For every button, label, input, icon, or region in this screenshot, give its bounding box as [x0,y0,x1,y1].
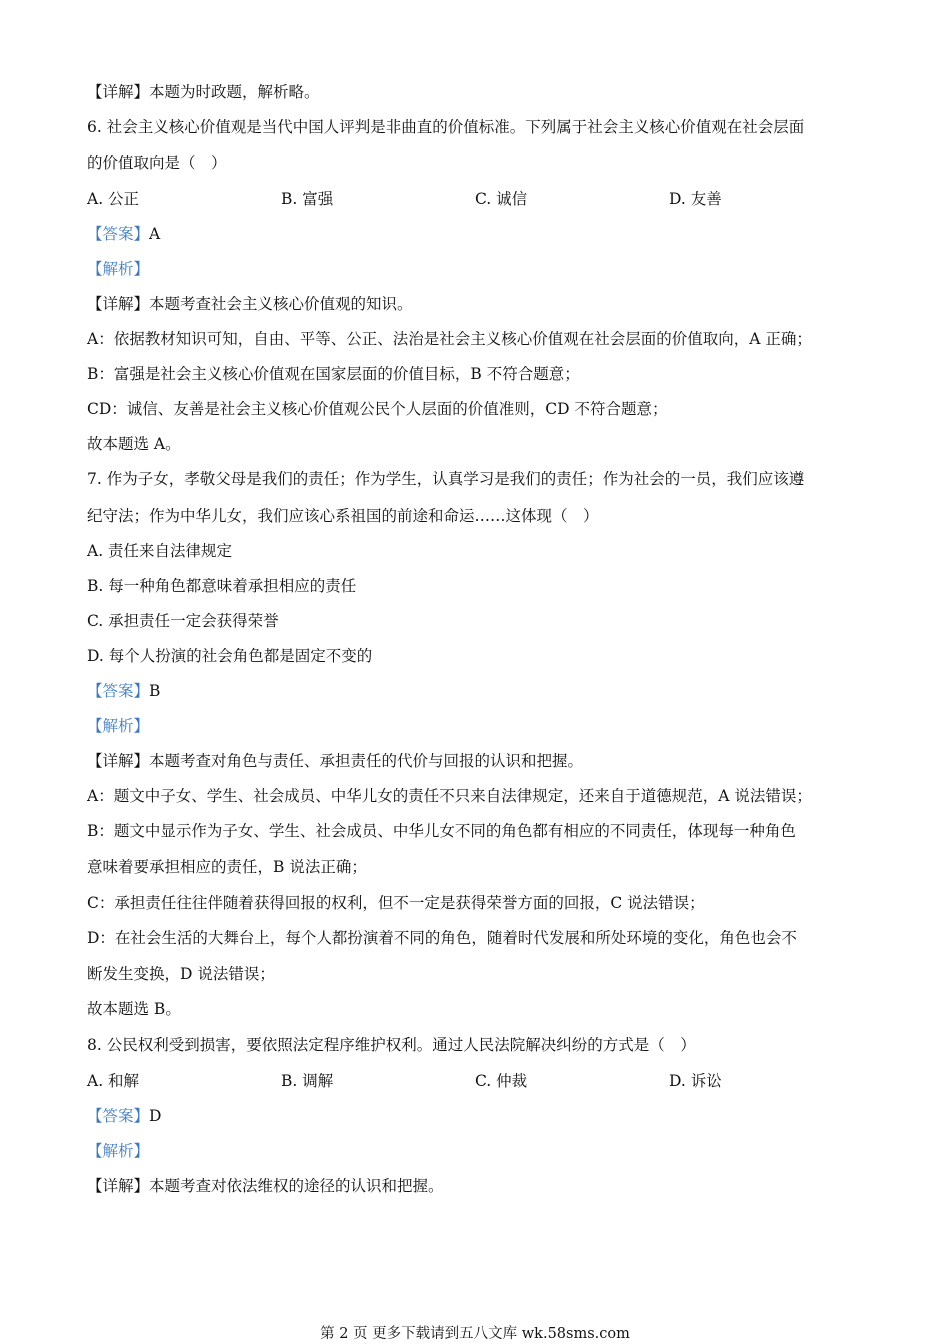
answer-tag: 【答案】 [87,225,150,243]
q6-explain-b: B：富强是社会主义核心价值观在国家层面的价值目标，B 不符合题意； [87,365,580,383]
q7-answer [87,681,867,701]
answer-tag: 【答案】 [87,682,150,700]
q7-stem-line-2: 纪守法；作为中华儿女，我们应该心系祖国的前途和命运……这体现（ ） [87,507,599,525]
q6-explain-a: A：依据教材知识可知，自由、平等、公正、法治是社会主义核心价值观在社会层面的价值取向，A 正确； [87,330,812,348]
q7-option-a: A. 责任来自法律规定 [87,542,233,560]
q6-detail: 【详解】本题考查社会主义核心价值观的知识。 [87,295,413,313]
q6-option-d: D. 友善 [669,190,722,208]
page-footer: 第 2 页 更多下载请到五八文库 wk.58sms.com [320,1326,630,1342]
q8-detail: 【详解】本题考查对依法维权的途径的认识和把握。 [87,1177,444,1195]
q7-explain-b-line-2: 意味着要承担相应的责任，B 说法正确； [87,858,367,876]
q8-option-d: D. 诉讼 [669,1072,722,1090]
q6-explain-cd: CD：诚信、友善是社会主义核心价值观公民个人层面的价值准则，CD 不符合题意； [87,400,668,418]
q7-conclusion: 故本题选 B。 [87,1000,181,1018]
q7-option-c: C. 承担责任一定会获得荣誉 [87,612,279,630]
q8-option-a: A. 和解 [87,1072,140,1090]
q7-explain-d-line-2: 断发生变换，D 说法错误； [87,965,275,983]
q7-stem-line-1: 7. 作为子女，孝敬父母是我们的责任；作为学生，认真学习是我们的责任；作为社会的一员，我们应该遵 [87,470,805,488]
q6-conclusion: 故本题选 A。 [87,435,181,453]
q6-answer [87,224,867,244]
q7-option-b: B. 每一种角色都意味着承担相应的责任 [87,577,357,595]
q6-option-b: B. 富强 [281,190,334,208]
q7-detail: 【详解】本题考查对角色与责任、承担责任的代价与回报的认识和把握。 [87,752,584,770]
answer-value: D [149,1107,162,1125]
q8-stem: 8. 公民权利受到损害，要依照法定程序维护权利。通过人民法院解决纠纷的方式是（ ） [87,1036,696,1054]
q6-stem-line-2: 的价值取向是（ ） [87,154,227,172]
q7-explain-c: C：承担责任往往伴随着获得回报的权利，但不一定是获得荣誉方面的回报，C 说法错误； [87,894,705,912]
q7-explain-d-line-1: D：在社会生活的大舞台上，每个人都扮演着不同的角色，随着时代发展和所处环境的变化，角色也会不 [87,929,797,947]
answer-tag: 【答案】 [87,1107,150,1125]
q7-analysis-tag: 【解析】 [87,717,150,735]
q8-analysis-tag: 【解析】 [87,1142,150,1160]
q6-stem-line-1: 6. 社会主义核心价值观是当代中国人评判是非曲直的价值标准。下列属于社会主义核心价值观在社会层面 [87,118,805,136]
q7-explain-a: A：题文中子女、学生、社会成员、中华儿女的责任不只来自法律规定，还来自于道德规范，A 说法错误； [87,787,812,805]
q5-detail: 【详解】本题为时政题，解析略。 [87,83,320,101]
answer-value: B [149,682,161,700]
answer-value: A [149,225,161,243]
q6-option-c: C. 诚信 [475,190,528,208]
q7-explain-b-line-1: B：题文中显示作为子女、学生、社会成员、中华儿女不同的角色都有相应的不同责任，体现每一种角色 [87,822,796,840]
q6-analysis-tag: 【解析】 [87,260,150,278]
q8-option-b: B. 调解 [281,1072,334,1090]
q8-answer [87,1106,867,1126]
q7-option-d: D. 每个人扮演的社会角色都是固定不变的 [87,647,373,665]
q8-option-c: C. 仲裁 [475,1072,528,1090]
q6-option-a: A. 公正 [87,190,140,208]
